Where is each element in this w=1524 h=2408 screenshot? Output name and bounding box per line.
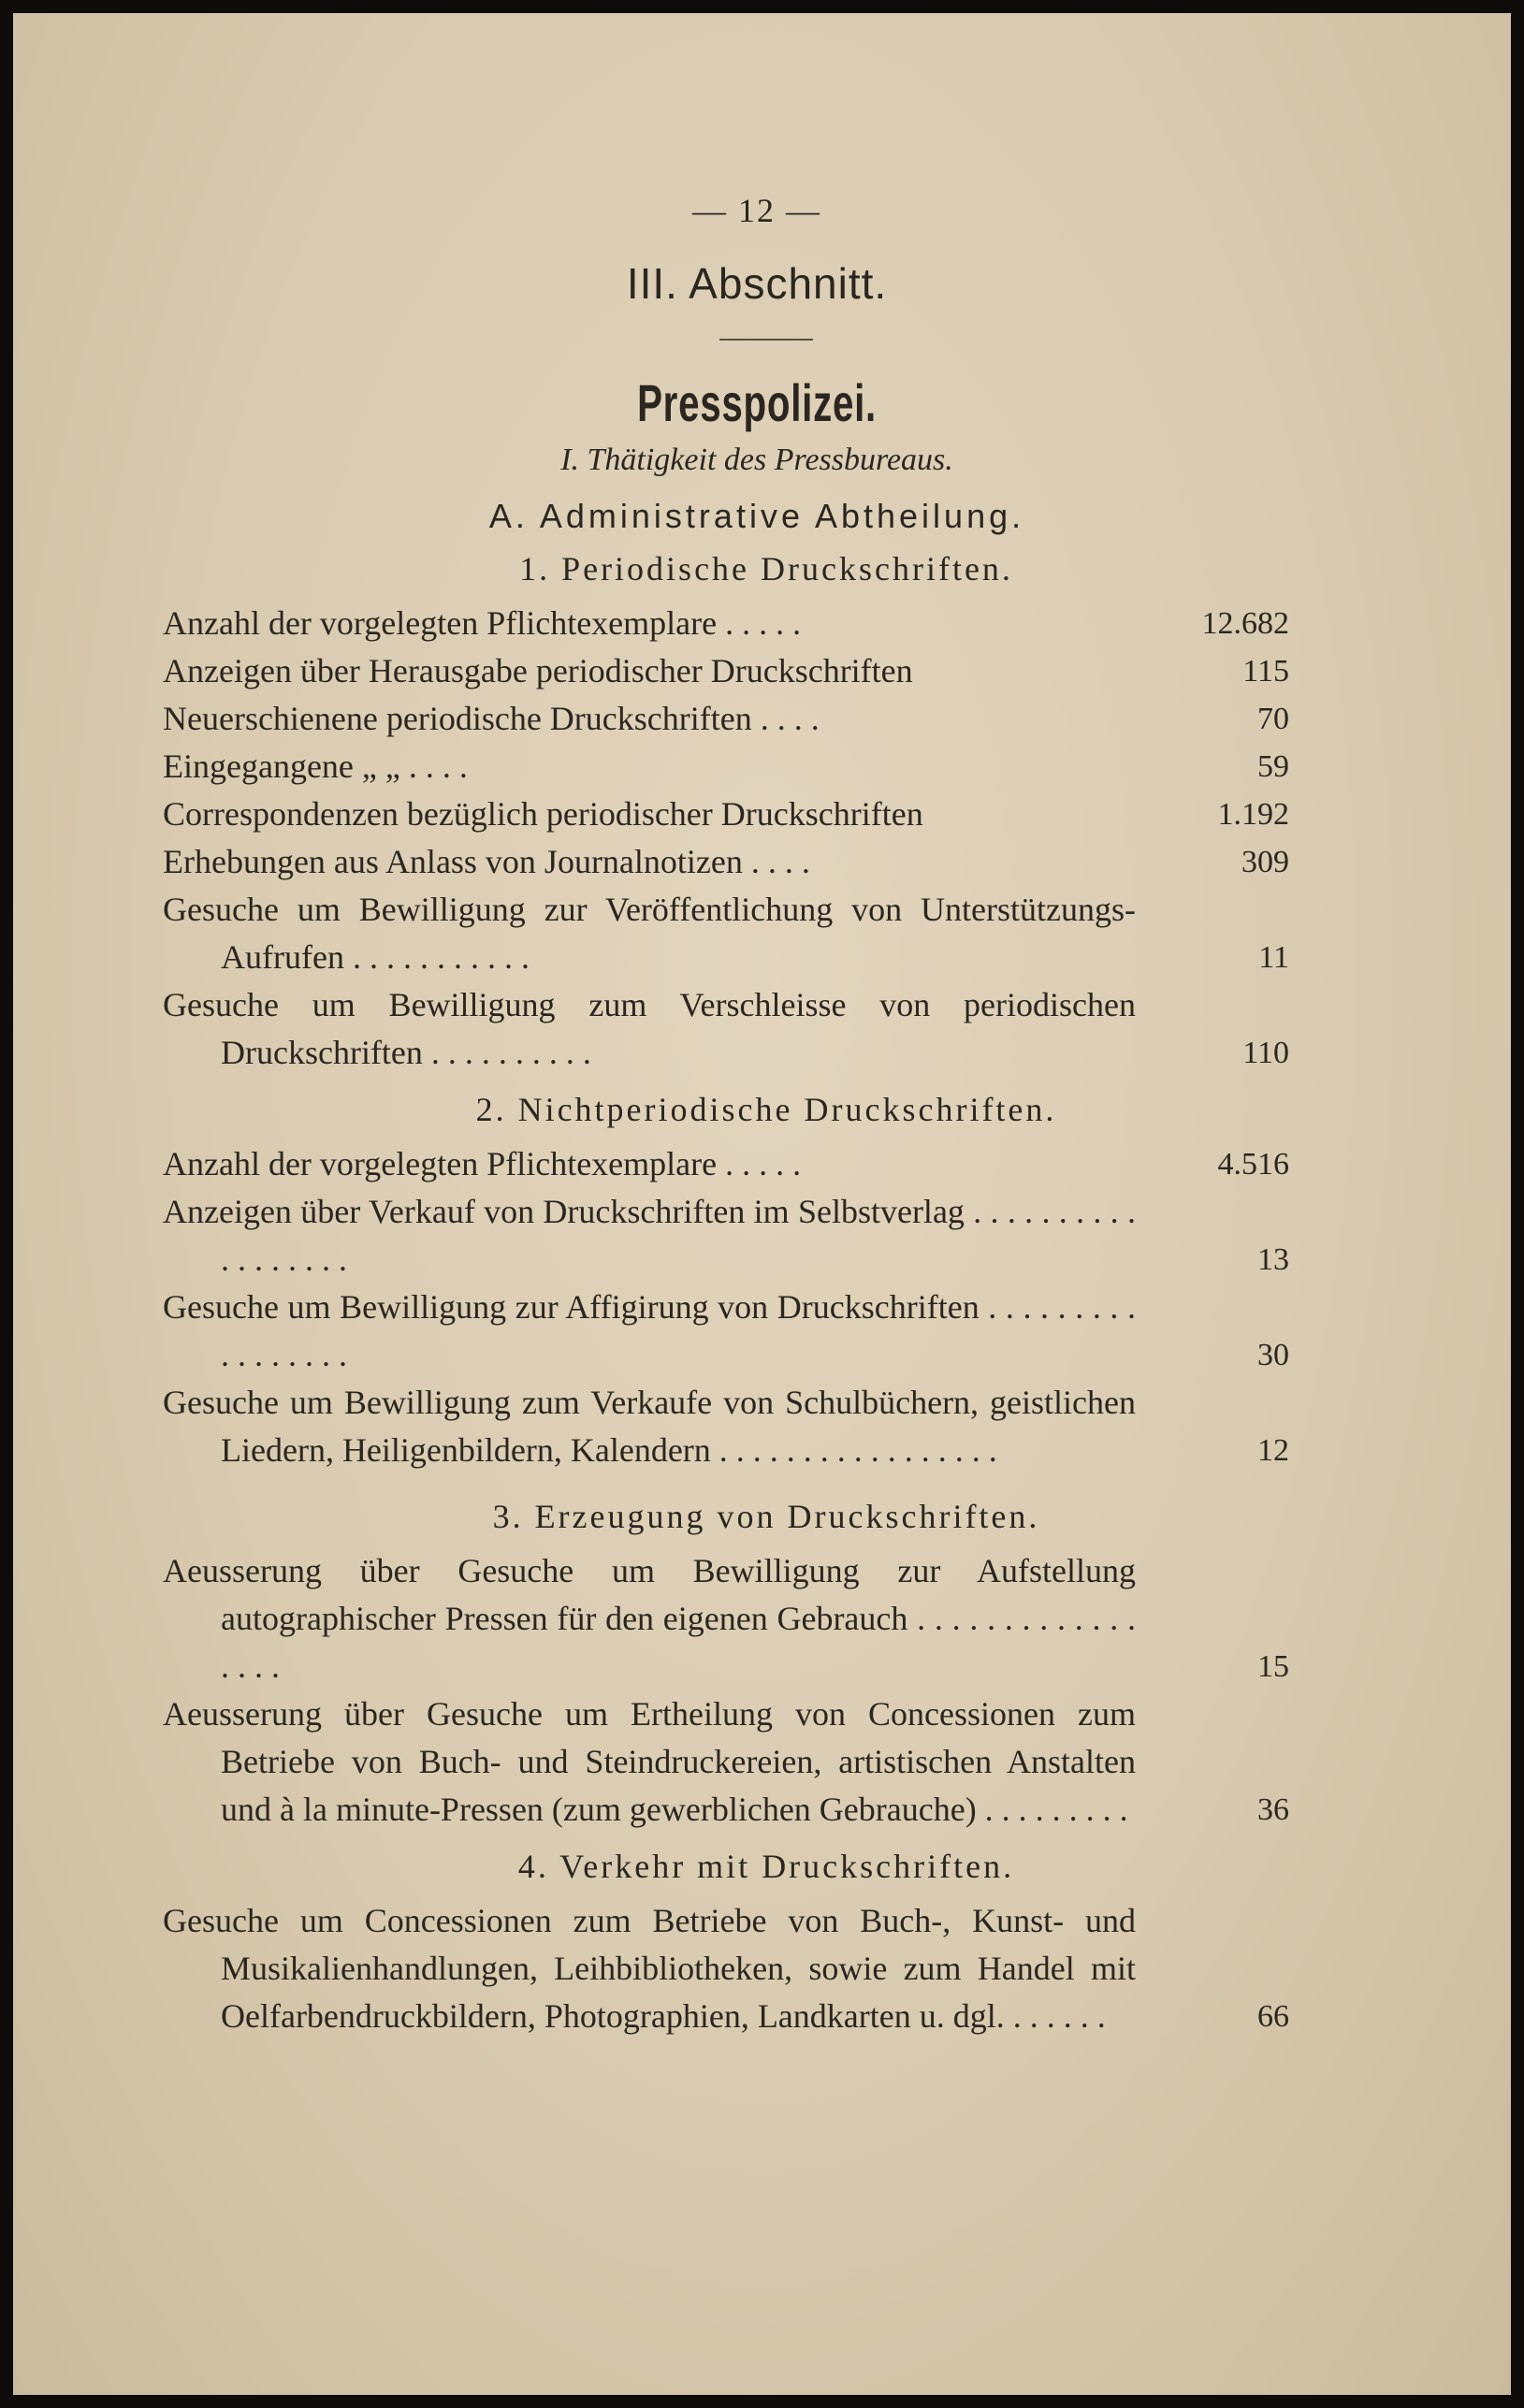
entry-value: 66 <box>1257 1999 1289 2034</box>
divider-rule <box>719 339 813 341</box>
entry-list <box>163 1897 1314 2040</box>
entry-label: Aeusserung über Gesuche um Ertheilung von Concessionen zum Betriebe von Buch- und Steindruckereien, artistischen Anstalten und à la minute-Pressen (zum gewerblichen Gebrauche) . . . . . . . . . <box>163 1695 1136 1828</box>
entry-value: 110 <box>1242 1036 1289 1070</box>
subsection-heading: 1. Periodische Druckschriften. <box>519 550 1013 587</box>
entry-row <box>163 981 1314 1077</box>
entry-list <box>163 600 1314 1077</box>
entry-value: 4.516 <box>1217 1147 1289 1182</box>
entry-label: Gesuche um Bewilligung zur Affigirung von Druckschriften . . . . . . . . . . . . . . . . . <box>163 1288 1136 1373</box>
entry-label: Gesuche um Concessionen zum Betriebe von Buch-, Kunst- und Musikalienhandlungen, Leihbibliotheken, sowie zum Handel mit Oelfarbendruckbildern, Photographien, Landkarten u. dgl. . . . . . . <box>163 1902 1136 2035</box>
entry-label: Correspondenzen bezüglich periodischer Druckschriften <box>163 795 923 833</box>
entry-row <box>163 1897 1314 2040</box>
document-page <box>13 13 1511 2395</box>
entry-row <box>163 791 1314 838</box>
entry-label: Anzahl der vorgelegten Pflichtexemplare . . . . . <box>163 604 802 642</box>
entry-value: 309 <box>1241 845 1289 879</box>
entry-label: Gesuche um Bewilligung zum Verkaufe von Schulbüchern, geistlichen Liedern, Heiligenbildern, Kalendern . . . . . . . . . . . . . . . . . <box>163 1384 1136 1469</box>
entry-row <box>163 600 1314 647</box>
entry-label: Erhebungen aus Anlass von Journalnotizen . . . . <box>163 843 810 880</box>
entry-value: 11 <box>1258 940 1289 975</box>
entry-row <box>163 743 1314 791</box>
entry-row <box>163 647 1314 695</box>
entry-value: 1.192 <box>1217 797 1289 832</box>
entry-label: Aeusserung über Gesuche um Bewilligung zur Aufstellung autographischer Pressen für den eigenen Gebrauch . . . . . . . . . . . . . . . . . <box>163 1552 1136 1685</box>
entry-value: 36 <box>1257 1792 1289 1827</box>
entry-label: Eingegangene „ „ . . . . <box>163 747 468 785</box>
entry-row <box>163 1284 1314 1379</box>
division-heading: A. Administrative Abtheilung. <box>488 497 1025 535</box>
entry-list <box>163 1140 1314 1474</box>
entry-value: 59 <box>1257 749 1289 784</box>
entry-value: 12.682 <box>1201 606 1289 641</box>
entry-list <box>163 1547 1314 1834</box>
statistics-groups <box>163 549 1314 2040</box>
entry-label: Neuerschienene periodische Druckschriften . . . . <box>163 700 820 737</box>
entry-row <box>163 1547 1314 1690</box>
entry-row <box>163 1690 1314 1834</box>
entry-label: Gesuche um Bewilligung zum Verschleisse von periodischen Druckschriften . . . . . . . . . . <box>163 986 1136 1071</box>
entry-value: 70 <box>1257 702 1289 736</box>
entry-label: Anzeigen über Herausgabe periodischer Druckschriften <box>163 652 913 689</box>
entry-value: 115 <box>1242 654 1289 689</box>
entry-row <box>163 695 1314 743</box>
entry-label: Anzahl der vorgelegten Pflichtexemplare . . . . . <box>163 1145 802 1182</box>
entry-row <box>163 838 1314 886</box>
entry-label: Anzeigen über Verkauf von Druckschriften im Selbstverlag . . . . . . . . . . . . . . . . . . <box>163 1193 1136 1278</box>
entry-value: 12 <box>1257 1433 1289 1468</box>
subsection-heading: 3. Erzeugung von Druckschriften. <box>492 1498 1040 1535</box>
section-heading: III. Abschnitt. <box>626 259 888 308</box>
entry-value: 13 <box>1257 1242 1289 1277</box>
entry-label: Gesuche um Bewilligung zur Veröffentlichung von Unterstützungs-Aufrufen . . . . . . . . . . . <box>163 891 1136 976</box>
entry-value: 30 <box>1257 1338 1289 1372</box>
entry-row <box>163 1379 1314 1474</box>
entry-value: 15 <box>1257 1649 1289 1684</box>
subsection-heading: 2. Nichtperiodische Druckschriften. <box>475 1091 1057 1128</box>
entry-row <box>163 1140 1314 1188</box>
subsection-heading: 4. Verkehr mit Druckschriften. <box>517 1848 1015 1885</box>
page-content <box>163 191 1314 2040</box>
page-number: — 12 — <box>692 192 821 229</box>
entry-row <box>163 886 1314 981</box>
page-title: Presspolizei. <box>637 373 877 432</box>
entry-row <box>163 1188 1314 1284</box>
subtitle: I. Thätigkeit des Pressbureaus. <box>560 442 953 477</box>
